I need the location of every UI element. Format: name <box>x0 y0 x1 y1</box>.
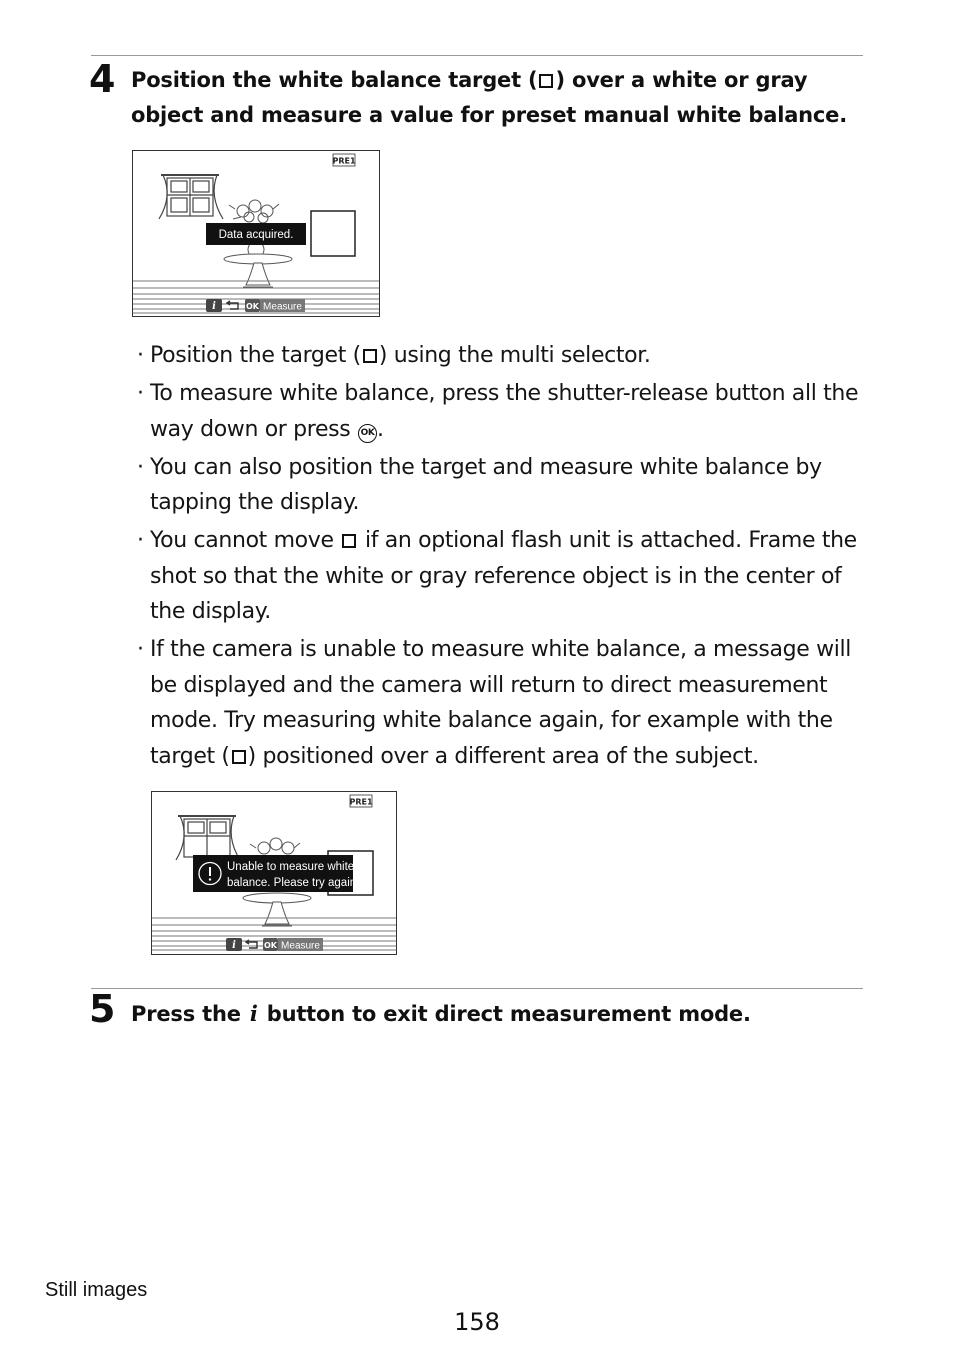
bullet-dot: · <box>137 381 144 406</box>
step4-rule <box>91 55 863 56</box>
target-square-icon <box>342 534 356 548</box>
pre-badge-text: PRE1 <box>349 797 373 807</box>
list-item <box>137 338 867 374</box>
table-icon <box>224 243 292 287</box>
list-item <box>137 376 867 447</box>
camera-screen-unable-to-measure <box>151 791 397 955</box>
list-item <box>137 523 867 630</box>
ok-button-icon: OK <box>358 424 377 443</box>
footer-section-name: Still images <box>45 1279 148 1301</box>
bullet-text: If the camera is unable to measure white balance, a message will be displayed and the camera will return to direct measurement mode. Try measuring white balance again, for example with the target ( <box>150 637 852 769</box>
ok-label: OK <box>246 302 259 311</box>
flowers-icon <box>229 200 279 223</box>
step4-title <box>131 63 871 133</box>
step5-rule <box>91 988 863 989</box>
bullet-text: . <box>377 416 384 442</box>
bullet-dot: · <box>137 637 144 662</box>
bullet-text: To measure white balance, press the shutter-release button all the way down or press <box>150 381 859 442</box>
target-square-icon <box>232 750 246 764</box>
bullet-text: Position the target ( <box>150 343 361 368</box>
step4-number: 4 <box>89 57 116 101</box>
message-line-2: balance. Please try again. <box>227 877 360 889</box>
bullet-dot: · <box>137 454 144 480</box>
step4-title-after: ) over a white or gray object and measure a value for preset manual white balance. <box>131 68 847 127</box>
step4-title-before: Position the white balance target ( <box>131 68 538 92</box>
page-number: 158 <box>454 1308 500 1336</box>
camera-screen-illustration <box>133 151 379 316</box>
window-icon <box>159 175 223 219</box>
step5-title <box>131 996 871 1032</box>
bullet-text: ) positioned over a different area of the subject. <box>247 743 759 769</box>
bullet-text: You cannot move <box>150 528 341 553</box>
message-line-1: Unable to measure white <box>227 861 355 873</box>
back-arrow-icon <box>227 301 238 309</box>
bullet-dot: · <box>137 528 144 553</box>
camera-screen-data-acquired <box>132 150 380 317</box>
list-item <box>137 632 867 774</box>
camera-screen-illustration <box>152 792 396 954</box>
list-item <box>137 450 867 521</box>
flowers-icon <box>250 838 300 854</box>
table-icon <box>243 893 311 926</box>
bullet-text: You can also position the target and measure white balance by tapping the display. <box>150 454 822 515</box>
bullet-text: ) using the multi selector. <box>378 343 651 368</box>
instruction-list <box>137 338 867 777</box>
i-button-icon: i <box>249 1001 258 1026</box>
i-button-glyph: i <box>232 940 236 951</box>
pre-badge-text: PRE1 <box>332 156 356 166</box>
bullet-dot: · <box>137 343 144 368</box>
measure-label: Measure <box>281 940 320 952</box>
i-button-glyph: i <box>212 301 216 312</box>
target-square-icon <box>363 349 377 363</box>
bullet-text: if an optional flash unit is attached. Frame the shot so that the white or gray reference object is in the center of the display. <box>150 528 857 624</box>
target-square-icon <box>539 74 553 88</box>
message-text: Data acquired. <box>218 229 294 241</box>
measure-label: Measure <box>263 301 302 313</box>
step5-number: 5 <box>89 987 116 1031</box>
wb-target-frame <box>311 211 355 256</box>
ok-label: OK <box>264 941 277 950</box>
step5-title-before: Press the <box>131 1002 248 1026</box>
window-icon <box>176 816 240 860</box>
step5-title-after: button to exit direct measurement mode. <box>259 1002 751 1026</box>
